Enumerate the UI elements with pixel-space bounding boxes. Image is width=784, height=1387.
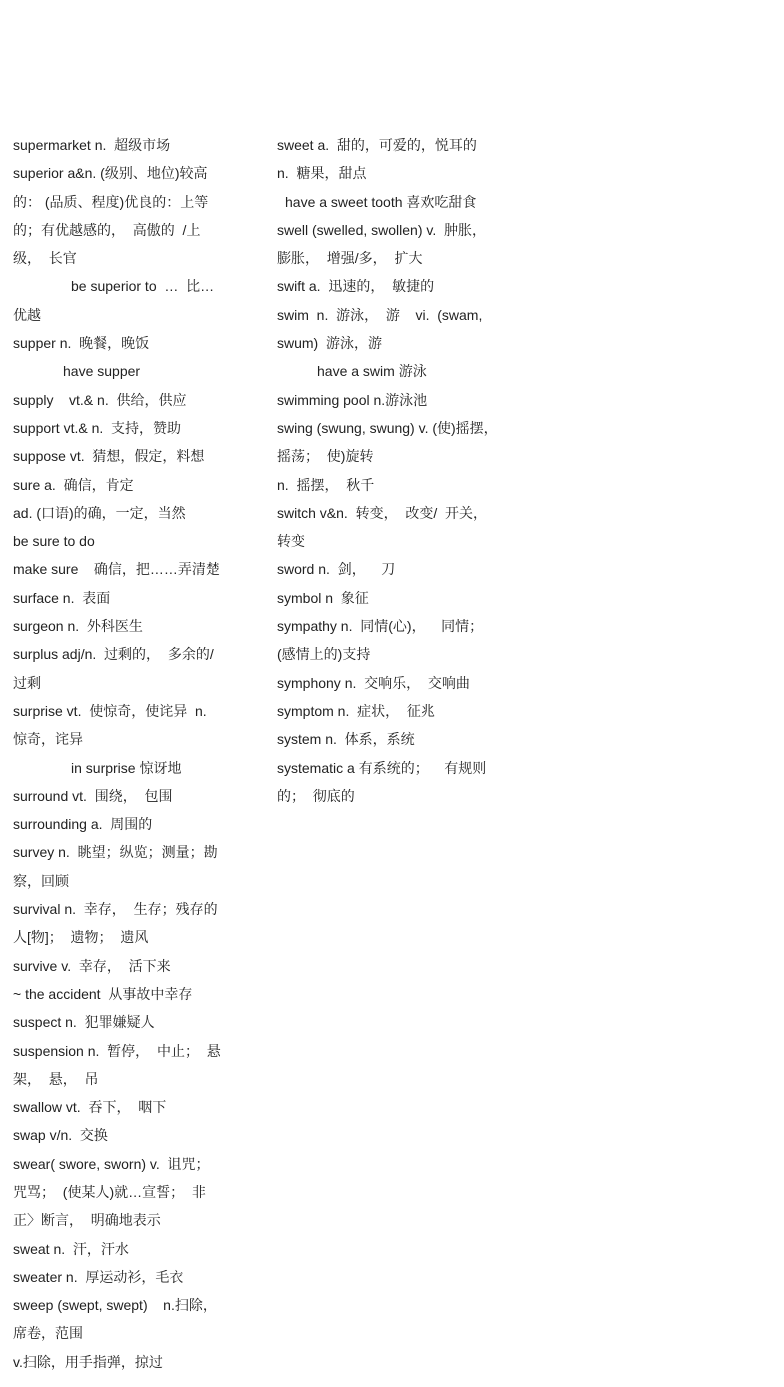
vocab-line: be superior to … 比… [71, 278, 215, 295]
vocab-line: in surprise 惊讶地 [71, 759, 182, 776]
vocab-line: supper n. 晚餐，晚饭 [13, 335, 150, 352]
vocab-line: survive v. 幸存， 活下来 [13, 957, 171, 974]
vocab-line: swing (swung, swung) v. (使)摇摆， [277, 419, 498, 436]
vocab-line: support vt.& n. 支持，赞助 [13, 419, 182, 436]
left-column [13, 131, 263, 1376]
vocab-line: suspension n. 暂停， 中止； 悬 [13, 1042, 221, 1059]
right-column [277, 131, 527, 810]
vocab-line: 的： (品质、程度)优良的：上等 [13, 193, 209, 210]
vocab-line: surface n. 表面 [13, 589, 111, 606]
vocab-line: supply vt.& n. 供给，供应 [13, 391, 187, 408]
vocab-line: ad. (口语)的确，一定，当然 [13, 504, 186, 521]
vocab-line: 级， 长官 [13, 250, 77, 267]
vocab-line: surrounding a. 周围的 [13, 816, 153, 833]
vocab-line: sweater n. 厚运动衫，毛衣 [13, 1268, 184, 1285]
vocab-line: v.扫除，用手指弹，掠过 [13, 1353, 163, 1370]
vocab-line: survey n. 眺望；纵览；测量；勘 [13, 844, 218, 861]
vocab-line: 咒骂； (使某人)就…宣誓； 非 [13, 1183, 206, 1200]
vocab-line: n. 糖果，甜点 [277, 165, 367, 182]
vocab-line: sure a. 确信，肯定 [13, 476, 134, 493]
vocab-line: have a sweet tooth 喜欢吃甜食 [285, 193, 477, 210]
vocab-line: be sure to do [13, 533, 95, 550]
vocab-line: swum) 游泳，游 [277, 335, 382, 352]
vocab-line: superior a&n. (级别、地位)较高 [13, 165, 208, 182]
vocab-line: have a swim 游泳 [317, 363, 427, 380]
vocab-line: symphony n. 交响乐， 交响曲 [277, 674, 470, 691]
vocab-line: 摇荡； 使)旋转 [277, 448, 374, 465]
vocab-line: 人[物]； 遗物； 遗风 [13, 929, 149, 946]
vocab-line: sweep (swept, swept) n.扫除， [13, 1297, 217, 1314]
vocab-line: 膨胀， 增强/多， 扩大 [277, 250, 423, 267]
vocab-line: 察，回顾 [13, 872, 69, 889]
vocab-line: swap v/n. 交换 [13, 1127, 108, 1144]
vocab-line: have supper [63, 363, 141, 380]
vocab-line: 架， 悬， 吊 [13, 1070, 99, 1087]
vocab-line: (感情上的)支持 [277, 646, 371, 663]
vocab-line: n. 摇摆， 秋千 [277, 476, 375, 493]
vocab-line: make sure 确信，把……弄清楚 [13, 561, 220, 578]
vocab-line: 的； 彻底的 [277, 787, 355, 804]
vocab-line: swell (swelled, swollen) v. 肿胀， [277, 221, 487, 238]
vocab-line: 正〉断言， 明确地表示 [13, 1212, 161, 1229]
vocab-line: 的；有优越感的， 高傲的 /上 [13, 221, 201, 238]
vocab-line: swear( swore, sworn) v. 诅咒； [13, 1155, 210, 1172]
vocab-line: 优越 [13, 306, 41, 323]
vocab-line: 过剩 [13, 674, 41, 691]
vocab-line: suspect n. 犯罪嫌疑人 [13, 1014, 155, 1031]
vocab-line: 席卷，范围 [13, 1325, 83, 1342]
vocab-line: 转变 [277, 533, 305, 550]
vocab-line: sweet a. 甜的，可爱的，悦耳的 [277, 137, 477, 153]
vocab-line: swimming pool n.游泳池 [277, 391, 428, 408]
vocab-line: survival n. 幸存， 生存；残存的 [13, 901, 218, 918]
vocab-line: surgeon n. 外科医生 [13, 618, 143, 635]
vocab-line: surplus adj/n. 过剩的， 多余的/ [13, 646, 214, 663]
vocab-line: sweat n. 汗，汗水 [13, 1240, 129, 1257]
vocab-line: 惊奇，诧异 [13, 731, 83, 748]
vocab-line: sympathy n. 同情(心)， 同情； [277, 618, 484, 635]
vocab-line: suppose vt. 猜想，假定，料想 [13, 448, 205, 465]
vocab-line: ~ the accident 从事故中幸存 [13, 985, 193, 1002]
vocab-line: surround vt. 围绕， 包围 [13, 787, 173, 804]
vocab-line: symbol n 象征 [277, 589, 369, 606]
vocab-line: symptom n. 症状， 征兆 [277, 702, 435, 719]
vocab-line: supermarket n. 超级市场 [13, 137, 171, 153]
vocab-line: swim n. 游泳， 游 vi. (swam, [277, 306, 483, 323]
vocab-line: swift a. 迅速的， 敏捷的 [277, 278, 435, 295]
vocab-line: surprise vt. 使惊奇，使诧异 n. [13, 702, 207, 719]
vocab-line: system n. 体系，系统 [277, 731, 415, 748]
vocab-line: sword n. 剑， 刀 [277, 561, 396, 578]
vocab-line: switch v&n. 转变， 改变/ 开关， [277, 504, 488, 521]
vocab-line: systematic a 有系统的； 有规则 [277, 759, 487, 776]
vocab-line: swallow vt. 吞下， 咽下 [13, 1099, 167, 1116]
